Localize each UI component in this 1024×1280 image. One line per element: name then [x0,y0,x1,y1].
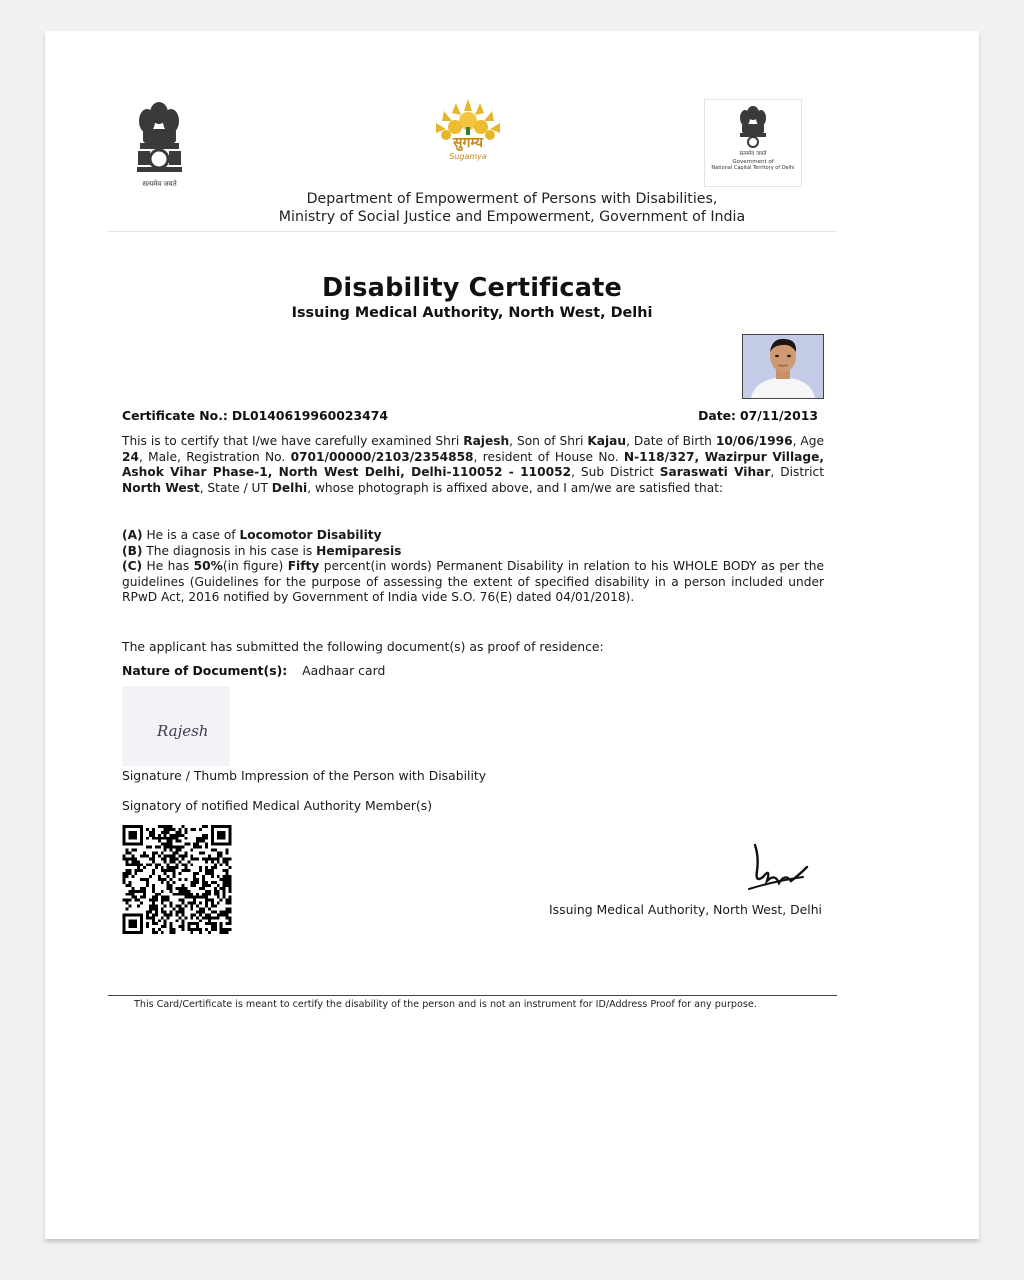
disability-type: Locomotor Disability [239,528,382,542]
emblem-gov-of: Government of [732,159,774,165]
signature-caption: Signature / Thumb Impression of the Person with Disability [122,768,487,783]
cert-no-value: DL0140619960023474 [231,408,388,423]
address: N-118/327, Wazirpur Village, Ashok Vihar Phase-1, North West Delhi, Delhi-110052 - 110052 [122,449,824,480]
text: , State / UT [199,480,272,495]
header-divider [107,231,837,232]
age: 24 [122,449,139,464]
certificate-number [122,408,388,423]
text: , Son of Shri [509,434,588,448]
text: percent(in words) Permanent Disability in relation to his WHOLE BODY as per the guidelines (Guidelines for the purpose of assessing the extent of specified disability in a person included under RPwD Act, 2016 notified by Government of India vide S.O. 76(E) dated 04/01/2018). [122,559,825,605]
qr-code [122,825,232,934]
cert-no-label: Certificate No.: [122,408,228,423]
clause-b-label: (B) [122,543,143,558]
certificate-subtitle: Issuing Medical Authority, North West, Delhi [291,305,653,321]
applicant-signature-box [122,686,230,766]
department-heading [45,190,979,226]
date-label: Date: [698,408,737,423]
logo-english-text: Sugamya [449,152,487,161]
text: , whose photograph is affixed above, and I am/we are satisfied that: [307,480,724,495]
disability-clauses [122,528,824,606]
text: The diagnosis in his case is [142,543,317,558]
dept-line-1: Department of Empowerment of Persons with Disabilities, [306,191,718,207]
text: , District [770,465,825,480]
text: , Date of Birth [626,434,716,448]
certificate-page [45,31,979,1239]
document-nature [122,663,385,678]
clause-a-label: (A) [122,528,143,542]
text: , resident of House No. [473,449,624,464]
footer-disclaimer: This Card/Certificate is meant to certify the disability of the person and is not an instrument for ID/Address Proof for any purpose. [134,999,757,1010]
dept-line-2: Ministry of Social Justice and Empowerment, Government of India [278,209,746,225]
text: (in figure) [222,559,288,574]
diagnosis: Hemiparesis [316,543,402,558]
date-value: 07/11/2013 [739,408,818,423]
text: , Sub District [571,465,660,480]
footer-divider [108,995,837,996]
sub-district: Saraswati Vihar [659,465,771,480]
emblem-caption: सत्यमेव जयते [142,180,177,188]
text: , Age [792,434,824,448]
state: Delhi [271,480,308,495]
delhi-govt-emblem [704,99,802,187]
national-emblem-left [132,99,187,187]
applicant-photo [742,334,824,399]
emblem-nct-delhi: National Capital Territory of Delhi [711,165,795,171]
clause-c-label: (C) [122,559,143,574]
signatory-caption: Signatory of notified Medical Authority Member(s) [122,798,433,813]
percent-words: Fifty [287,559,320,574]
authority-caption: Issuing Medical Authority, North West, Delhi [549,902,822,917]
clause-b [122,544,824,560]
sugamya-logo [428,97,508,169]
clause-a [122,528,824,544]
certification-paragraph [122,434,824,496]
text: He has [142,559,194,574]
registration-number: 0701/00000/2103/2354858 [290,449,474,464]
text: This is to certify that I/we have carefully examined Shri [122,434,464,448]
applicant-signature: Rajesh [157,722,209,740]
percent-figure: 50% [193,559,223,574]
text: He is a case of [142,528,240,542]
authority-signature [745,837,811,897]
logo-hindi-text: सुगम्य [452,135,484,151]
date-of-birth: 10/06/1996 [715,434,793,448]
district: North West [122,480,200,495]
certificate-title: Disability Certificate [321,273,623,303]
doc-value: Aadhaar card [302,663,386,678]
emblem-motto: सत्यमेव जयते [739,151,767,157]
certificate-date [698,408,818,423]
person-name: Rajesh [463,434,510,448]
doc-label: Nature of Document(s): [122,663,288,678]
residence-proof-text: The applicant has submitted the following document(s) as proof of residence: [122,639,604,654]
clause-c [122,559,824,606]
father-name: Kajau [587,434,627,448]
text: , Male, Registration No. [138,449,291,464]
